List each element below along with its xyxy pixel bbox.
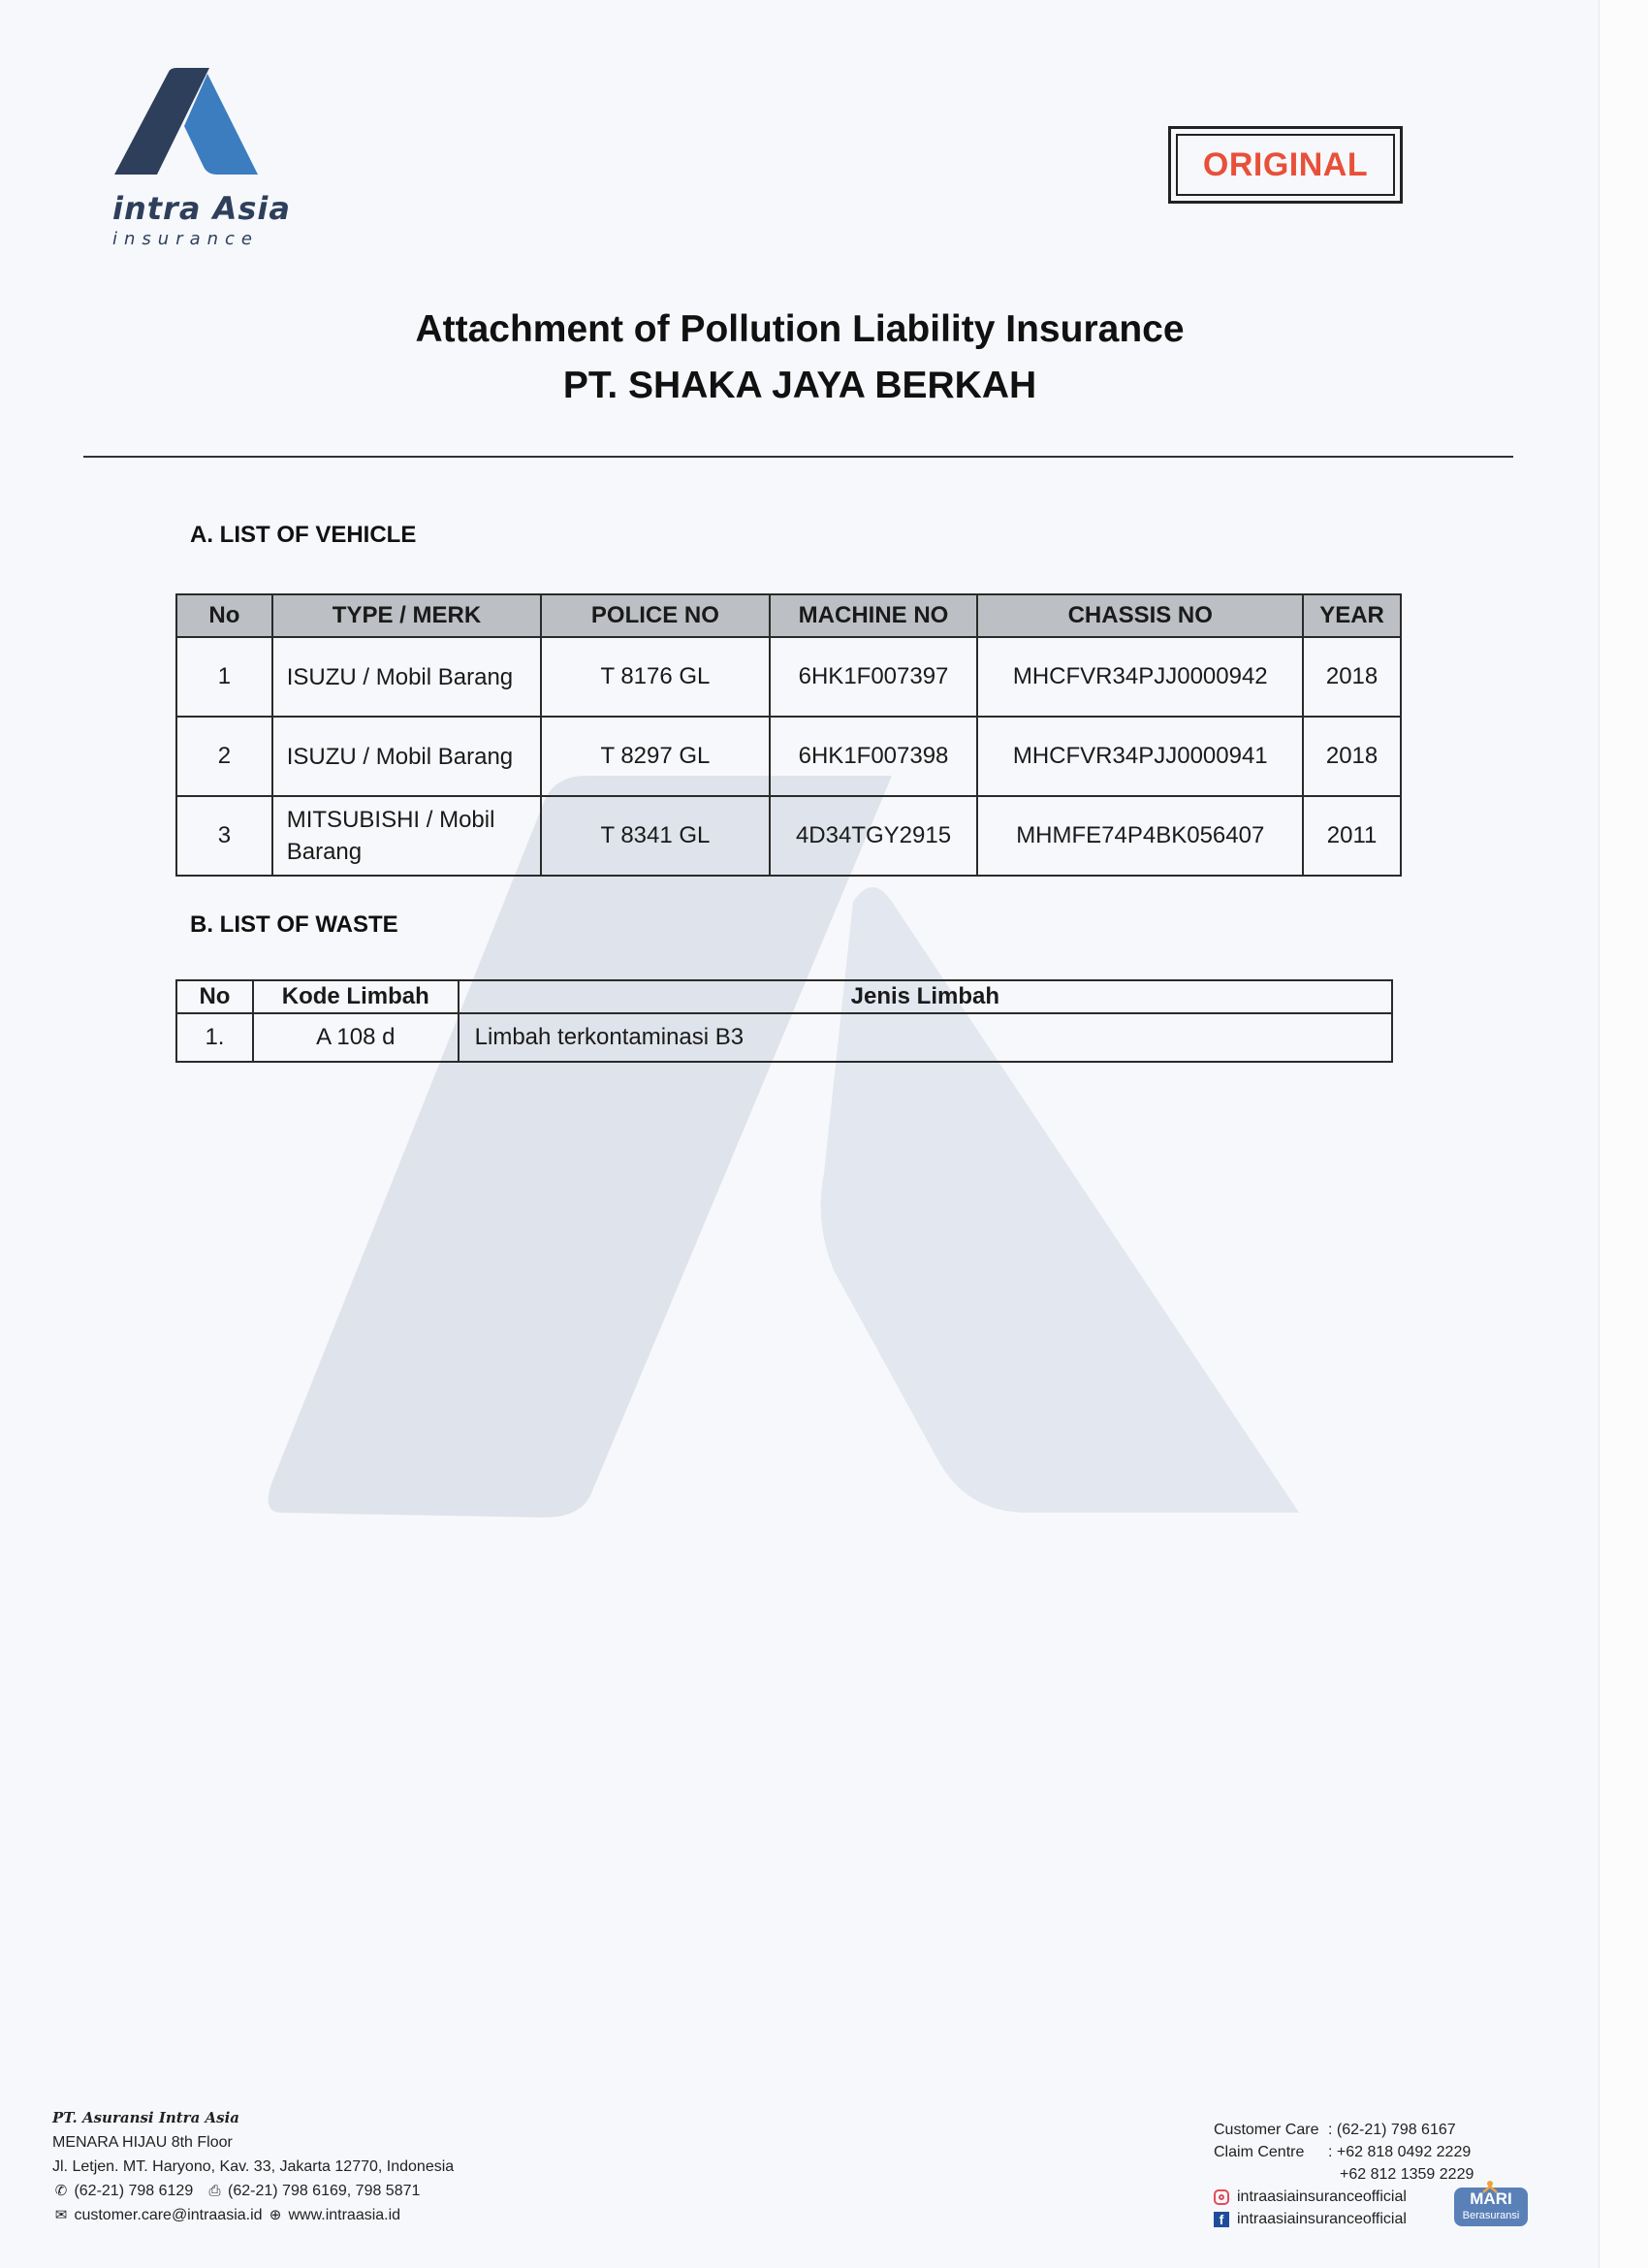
waste-table xyxy=(175,979,1393,1063)
badge-line-2: Berasuransi xyxy=(1462,2210,1520,2221)
header-chassis-no: CHASSIS NO xyxy=(977,594,1303,637)
header-no: No xyxy=(176,980,253,1013)
instagram-handle[interactable]: intraasiainsuranceofficial xyxy=(1237,2188,1407,2205)
table-row xyxy=(176,1013,1392,1062)
header-jenis-limbah: Jenis Limbah xyxy=(459,980,1392,1013)
footer-building: MENARA HIJAU 8th Floor xyxy=(52,2134,233,2151)
claim-centre-label: Claim Centre xyxy=(1214,2144,1305,2160)
customer-care-label: Customer Care xyxy=(1214,2122,1319,2138)
section-a-label: A. LIST OF VEHICLE xyxy=(190,522,417,548)
page-edge xyxy=(1599,0,1648,2268)
cell-no: 3 xyxy=(176,796,272,876)
cell-police-no: T 8176 GL xyxy=(541,637,769,717)
cell-machine-no: 6HK1F007398 xyxy=(770,717,978,796)
cell-type: ISUZU / Mobil Barang xyxy=(272,637,541,717)
cell-type: ISUZU / Mobil Barang xyxy=(272,717,541,796)
email-icon: ✉ xyxy=(54,2207,68,2223)
footer-email[interactable]: customer.care@intraasia.id xyxy=(74,2207,263,2223)
cell-machine-no: 4D34TGY2915 xyxy=(770,796,978,876)
intra-asia-logo-icon xyxy=(112,66,268,177)
cell-year: 2018 xyxy=(1303,717,1401,796)
cell-chassis-no: MHCFVR34PJJ0000942 xyxy=(977,637,1303,717)
facebook-row xyxy=(1214,2208,1474,2230)
footer-company-name: PT. Asuransi Intra Asia xyxy=(52,2109,240,2126)
header-kode-limbah: Kode Limbah xyxy=(253,980,459,1013)
phone-icon: ✆ xyxy=(54,2183,68,2199)
cell-police-no: T 8341 GL xyxy=(541,796,769,876)
badge-line-1: MARI xyxy=(1470,2189,1512,2208)
logo-name: intra Asia xyxy=(112,190,291,227)
cell-machine-no: 6HK1F007397 xyxy=(770,637,978,717)
instagram-row xyxy=(1214,2186,1474,2208)
footer-address: Jl. Letjen. MT. Haryono, Kav. 33, Jakarta 12770, Indonesia xyxy=(52,2158,455,2175)
cell-no: 1 xyxy=(176,637,272,717)
cell-year: 2018 xyxy=(1303,637,1401,717)
footer-web[interactable]: www.intraasia.id xyxy=(288,2207,401,2223)
customer-care-number: : (62-21) 798 6167 xyxy=(1328,2122,1456,2138)
claim-centre-row xyxy=(1214,2141,1474,2163)
cell-kode-limbah: A 108 d xyxy=(253,1013,459,1062)
footer-phone-line xyxy=(52,2179,454,2203)
header-type: TYPE / MERK xyxy=(272,594,541,637)
watermark-logo-icon xyxy=(252,766,1318,1522)
header-machine-no: MACHINE NO xyxy=(770,594,978,637)
facebook-icon: f xyxy=(1214,2212,1229,2227)
mari-berasuransi-badge xyxy=(1454,2188,1528,2226)
cell-year: 2011 xyxy=(1303,796,1401,876)
section-b-label: B. LIST OF WASTE xyxy=(190,911,398,938)
table-row xyxy=(176,796,1401,876)
instagram-icon xyxy=(1214,2189,1229,2205)
footer-phone: (62-21) 798 6129 xyxy=(74,2183,194,2199)
cell-type: MITSUBISHI / Mobil Barang xyxy=(272,796,541,876)
indent-spacer xyxy=(1214,2163,1340,2186)
footer-contact-block xyxy=(1214,2119,1474,2230)
facebook-handle[interactable]: intraasiainsuranceofficial xyxy=(1237,2211,1407,2227)
footer-address-block xyxy=(52,2106,454,2227)
header-no: No xyxy=(176,594,272,637)
stamp-inner-frame xyxy=(1176,134,1395,196)
cell-chassis-no: MHMFE74P4BK056407 xyxy=(977,796,1303,876)
original-stamp xyxy=(1168,126,1403,204)
customer-care-row xyxy=(1214,2119,1474,2141)
company-logo xyxy=(109,66,291,250)
waste-table-header xyxy=(176,980,1392,1013)
stamp-text: ORIGINAL xyxy=(1202,145,1369,183)
cell-police-no: T 8297 GL xyxy=(541,717,769,796)
cell-no: 2 xyxy=(176,717,272,796)
table-row xyxy=(176,637,1401,717)
header-year: YEAR xyxy=(1303,594,1401,637)
footer-contact-line xyxy=(52,2203,454,2227)
vehicle-table-header xyxy=(176,594,1401,637)
footer-fax: (62-21) 798 6169, 798 5871 xyxy=(228,2183,421,2199)
badge-figure-icon xyxy=(1481,2180,1499,2193)
fax-icon: ⎙ xyxy=(208,2183,221,2199)
claim-centre-number-1: : +62 818 0492 2229 xyxy=(1328,2144,1472,2160)
globe-icon: ⊕ xyxy=(269,2207,282,2223)
document-title: Attachment of Pollution Liability Insurance xyxy=(415,308,1185,350)
cell-chassis-no: MHCFVR34PJJ0000941 xyxy=(977,717,1303,796)
header-police-no: POLICE NO xyxy=(541,594,769,637)
cell-jenis-limbah: Limbah terkontaminasi B3 xyxy=(459,1013,1392,1062)
insured-name: PT. SHAKA JAYA BERKAH xyxy=(562,365,1037,406)
table-row xyxy=(176,717,1401,796)
logo-subtitle: insurance xyxy=(112,229,260,249)
vehicle-table xyxy=(175,593,1402,877)
cell-no: 1. xyxy=(176,1013,253,1062)
claim-centre-number-2: +62 812 1359 2229 xyxy=(1340,2166,1474,2183)
title-divider xyxy=(83,456,1513,458)
claim-centre-row-2 xyxy=(1214,2163,1474,2186)
